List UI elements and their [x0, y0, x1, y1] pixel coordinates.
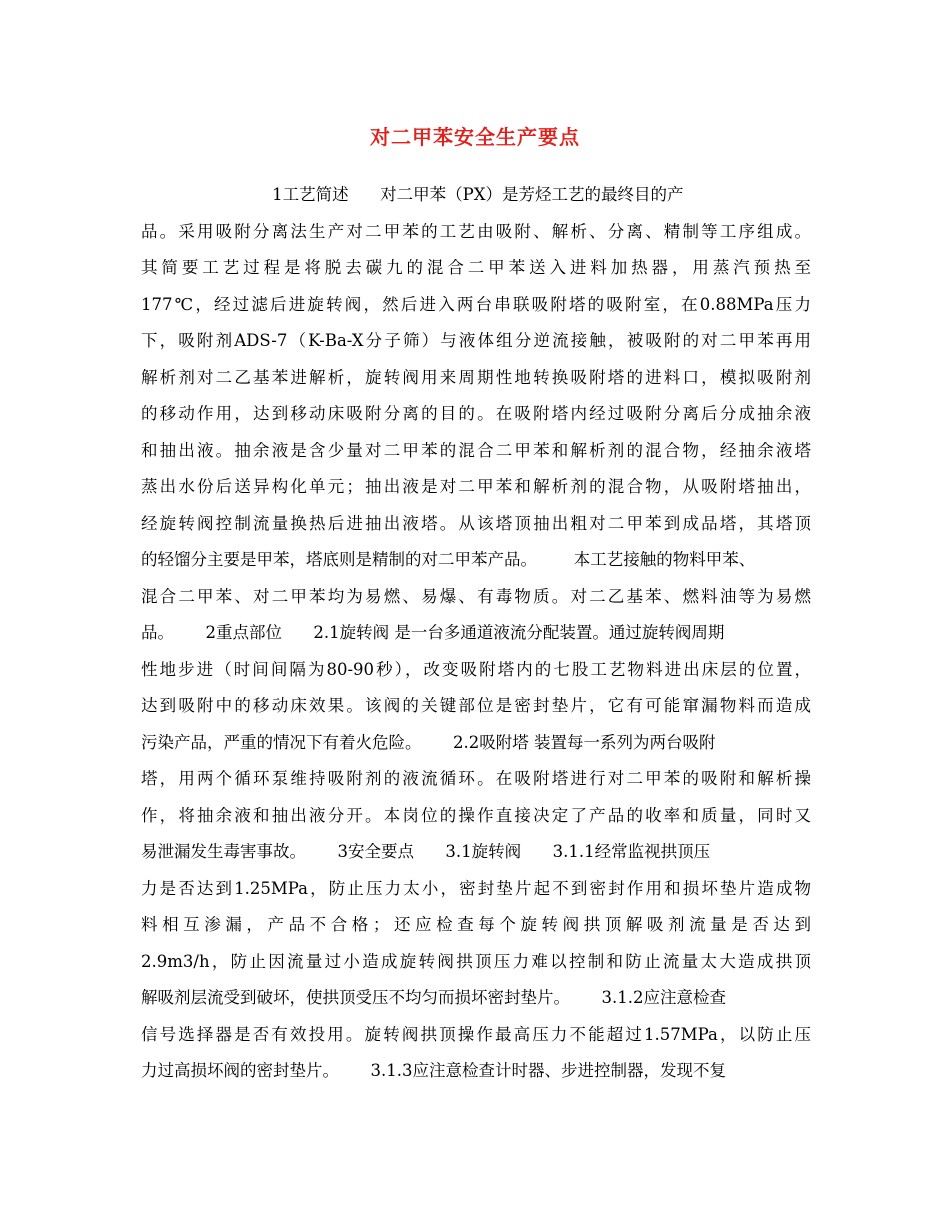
text-line: 品。 2重点部位 2.1旋转阀 是一台多通道液流分配装置。通过旋转阀周期	[141, 623, 725, 642]
text-line: 污染产品，严重的情况下有着火危险。 2.2吸附塔 装置每一系列为两台吸附	[141, 732, 716, 752]
text-line: 1工艺简述 对二甲苯（PX）是芳烃工艺的最终目的产	[141, 185, 684, 204]
text-line: 料相互渗漏，产品不合格；还应检查每个旋转阀拱顶解吸剂流量是否达到	[141, 915, 811, 934]
text-line: 品。采用吸附分离法生产对二甲苯的工艺由吸附、解析、分离、精制等工序组成。	[141, 221, 811, 241]
text-line: 经旋转阀控制流量换热后进抽出液塔。从该塔顶抽出粗对二甲苯到成品塔，其塔顶	[141, 513, 811, 533]
text-line: 的移动作用，达到移动床吸附分离的目的。在吸附塔内经过吸附分离后分成抽余液	[141, 404, 811, 423]
text-line: 混合二甲苯、对二甲苯均为易燃、易爆、有毒物质。对二乙基苯、燃料油等为易燃	[141, 586, 811, 606]
text-line: 下，吸附剂ADS-7（K-Ba-X分子筛）与液体组分逆流接触，被吸附的对二甲苯再用	[141, 331, 811, 350]
document-body	[141, 182, 811, 1095]
text-line: 的轻馏分主要是甲苯，塔底则是精制的对二甲苯产品。 本工艺接触的物料甲苯、	[141, 550, 756, 569]
text-line: 塔，用两个循环泵维持吸附剂的液流循环。在吸附塔进行对二甲苯的吸附和解析操	[141, 769, 811, 788]
text-line: 177℃，经过滤后进旋转阀，然后进入两台串联吸附塔的吸附室，在0.88MPa压力	[141, 294, 811, 314]
text-line: 和抽出液。抽余液是含少量对二甲苯的混合二甲苯和解析剂的混合物，经抽余液塔	[141, 440, 811, 460]
text-line: 力是否达到1.25MPa，防止压力太小，密封垫片起不到密封作用和损坏垫片造成物	[141, 878, 811, 898]
text-line: 作，将抽余液和抽出液分开。本岗位的操作直接决定了产品的收率和质量，同时又	[141, 805, 811, 825]
text-line: 力过高损坏阀的密封垫片。 3.1.3应注意检查计时器、步进控制器，发现不复	[141, 1061, 726, 1080]
text-line: 达到吸附中的移动床效果。该阀的关键部位是密封垫片，它有可能窜漏物料而造成	[141, 696, 811, 715]
text-line: 蒸出水份后送异构化单元；抽出液是对二甲苯和解析剂的混合物，从吸附塔抽出，	[141, 477, 811, 496]
text-line: 其简要工艺过程是将脱去碳九的混合二甲苯送入进料加热器，用蒸汽预热至	[141, 258, 811, 277]
document-title: 对二甲苯安全生产要点	[370, 125, 580, 149]
text-line: 信号选择器是否有效投用。旋转阀拱顶操作最高压力不能超过1.57MPa，以防止压	[141, 1024, 811, 1044]
text-line: 解吸剂层流受到破坏，使拱顶受压不均匀而损坏密封垫片。 3.1.2应注意检查	[141, 988, 726, 1007]
text-line: 性地步进（时间间隔为80-90秒），改变吸附塔内的七股工艺物料进出床层的位置，	[141, 659, 811, 679]
text-line: 解析剂对二乙基苯进解析，旋转阀用来周期性地转换吸附塔的进料口，模拟吸附剂	[141, 367, 811, 387]
text-line: 易泄漏发生毒害事故。 3安全要点 3.1旋转阀 3.1.1经常监视拱顶压	[141, 842, 711, 861]
text-line: 2.9m3/h，防止因流量过小造成旋转阀拱顶压力难以控制和防止流量太大造成拱顶	[141, 951, 811, 971]
